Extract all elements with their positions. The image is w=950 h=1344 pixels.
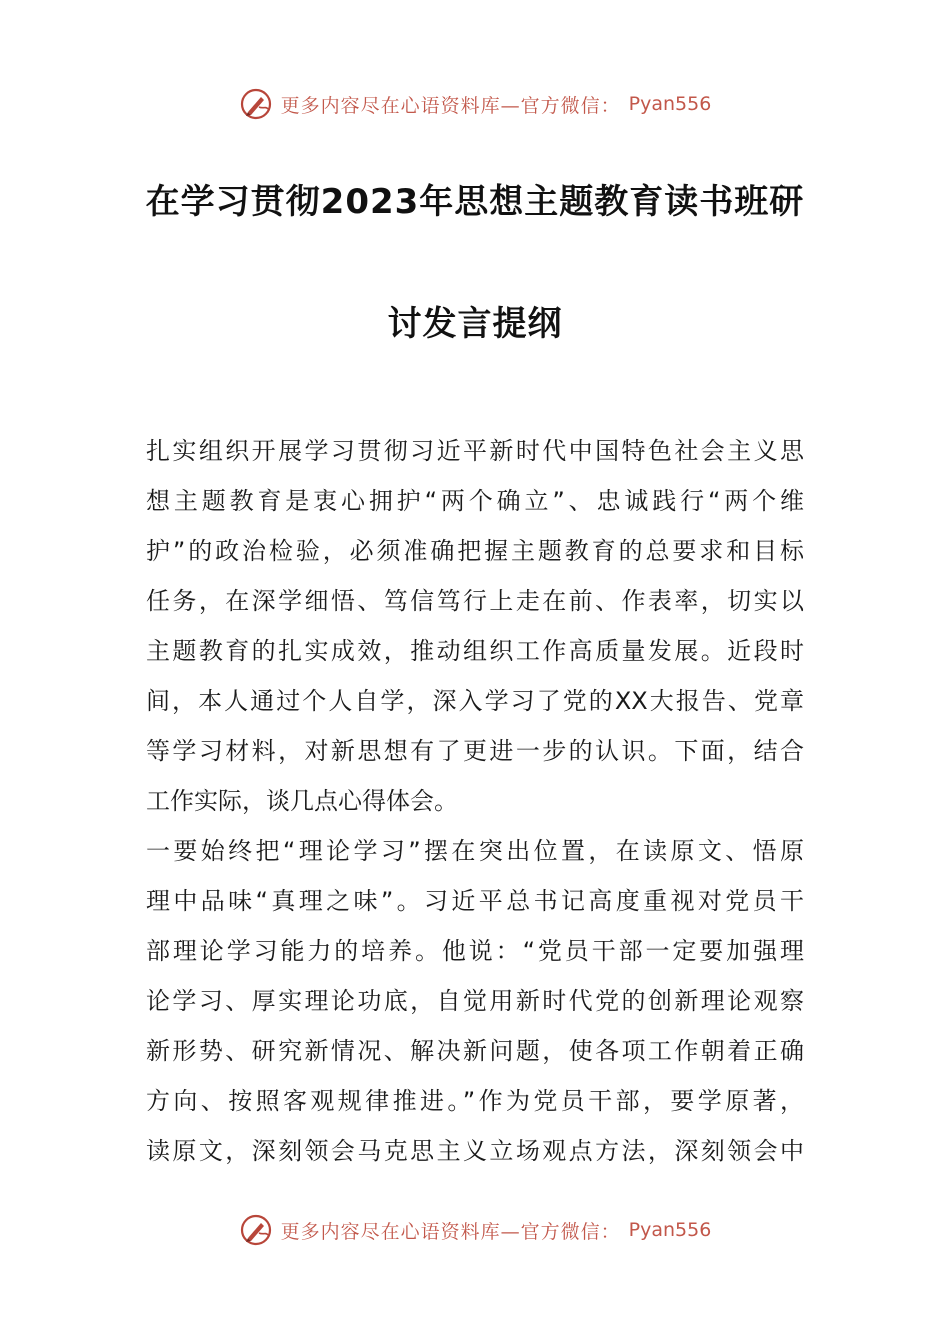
body-line: 工作实际，谈几点心得体会。 [146,787,458,815]
body-line: 一要始终把“理论学习”摆在突出位置，在读原文、悟原 [146,837,804,865]
watermark-wechat-id: Pyan556 [628,1219,712,1241]
body-line: 方向、按照客观规律推进。”作为党员干部，要学原著， [146,1087,804,1115]
body-line: 新形势、研究新情况、解决新问题，使各项工作朝着正确 [146,1037,804,1065]
body-line: 读原文，深刻领会马克思主义立场观点方法，深刻领会中 [146,1137,804,1165]
document-title-line-2: 讨发言提纲 [387,304,563,344]
pen-logo-icon [239,87,273,121]
body-paragraphs [146,426,804,1176]
pen-logo-icon [239,1213,273,1247]
body-line: 理中品味“真理之味”。习近平总书记高度重视对党员干 [146,887,804,915]
body-line: 任务，在深学细悟、笃信笃行上走在前、作表率，切实以 [146,587,804,615]
watermark-text: 更多内容尽在心语资料库—官方微信： [280,94,621,117]
body-line: 想主题教育是衷心拥护“两个确立”、忠诚践行“两个维 [146,487,804,515]
header-watermark [0,84,950,124]
body-line: 间，本人通过个人自学，深入学习了党的XX大报告、党章 [146,687,804,715]
body-line: 等学习材料，对新思想有了更进一步的认识。下面，结合 [146,737,804,765]
watermark-wechat-id: Pyan556 [628,93,712,115]
watermark-text: 更多内容尽在心语资料库—官方微信： [280,1220,621,1243]
body-line: 论学习、厚实理论功底，自觉用新时代党的创新理论观察 [146,987,804,1015]
body-line: 护”的政治检验，必须准确把握主题教育的总要求和目标 [146,537,804,565]
body-line: 部理论学习能力的培养。他说：“党员干部一定要加强理 [146,937,804,965]
body-line: 主题教育的扎实成效，推动组织工作高质量发展。近段时 [146,637,804,665]
document-title-line-1: 在学习贯彻2023年思想主题教育读书班研 [145,182,805,222]
footer-watermark [0,1210,950,1250]
body-line: 扎实组织开展学习贯彻习近平新时代中国特色社会主义思 [146,437,804,465]
